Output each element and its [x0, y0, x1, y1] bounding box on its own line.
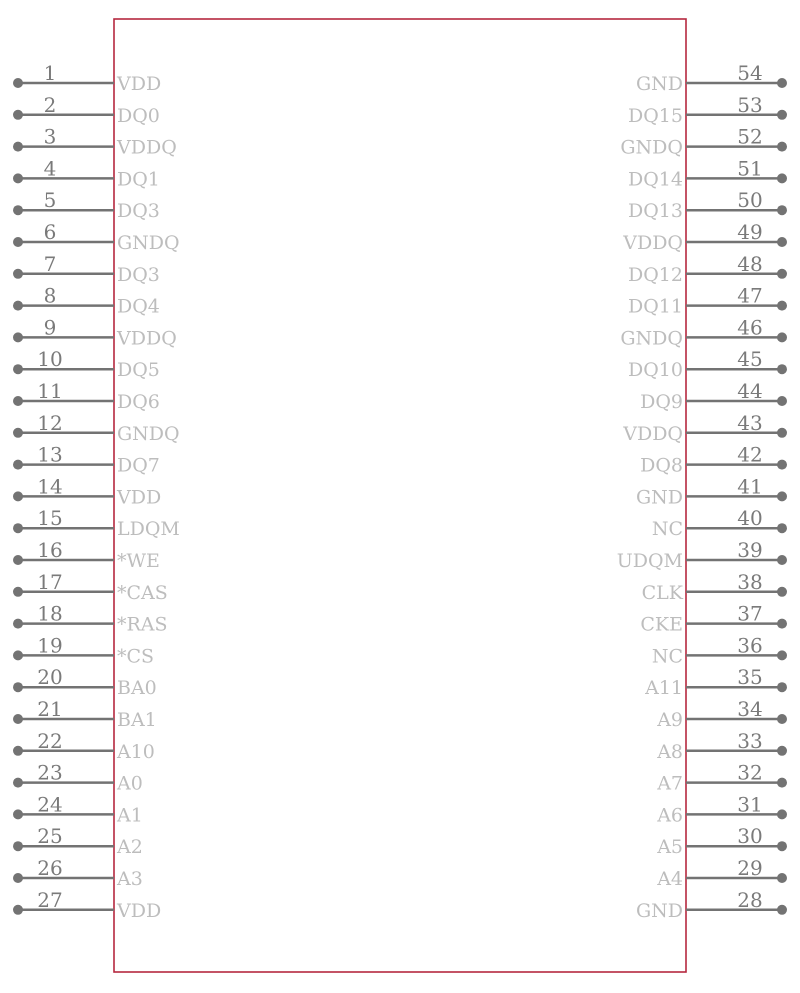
pin-end-dot — [777, 650, 787, 660]
pin-number-label: 13 — [37, 442, 63, 467]
pin-end-dot — [13, 714, 23, 724]
pin-36 — [652, 633, 787, 667]
pin-end-dot — [13, 237, 23, 247]
pin-39 — [617, 538, 787, 572]
pin-end-dot — [777, 364, 787, 374]
pin-end-dot — [13, 809, 23, 819]
pin-21 — [13, 697, 157, 731]
pin-number-label: 36 — [737, 633, 763, 658]
pin-name-label: BA1 — [117, 709, 157, 731]
pin-name-label: GNDQ — [117, 422, 180, 445]
pin-number-label: 20 — [37, 665, 63, 690]
pin-name-label: DQ9 — [640, 391, 683, 413]
pin-name-label: VDD — [117, 899, 162, 922]
pin-23 — [13, 761, 143, 795]
pin-number-label: 30 — [737, 824, 763, 849]
pin-number-label: 18 — [37, 601, 63, 626]
pin-name-label: NC — [651, 645, 683, 668]
pin-6 — [13, 220, 180, 254]
pin-end-dot — [777, 809, 787, 819]
pin-number-label: 33 — [737, 728, 763, 753]
pin-number-label: 52 — [737, 124, 763, 149]
pin-28 — [636, 888, 787, 922]
pin-end-dot — [13, 142, 23, 152]
pin-name-label: CKE — [640, 613, 683, 636]
pin-number-label: 11 — [37, 379, 63, 403]
pin-end-dot — [13, 173, 23, 183]
pin-name-label: VDDQ — [623, 232, 683, 254]
pin-name-label: UDQM — [616, 550, 683, 572]
pin-name-label: DQ3 — [117, 200, 160, 223]
pin-end-dot — [13, 682, 23, 692]
pin-number-label: 54 — [737, 61, 763, 85]
pin-name-label: DQ14 — [628, 168, 683, 191]
pin-end-dot — [777, 905, 787, 915]
pin-end-dot — [13, 269, 23, 279]
pin-end-dot — [777, 269, 787, 279]
pin-name-label: GNDQ — [620, 136, 683, 159]
pin-10 — [13, 347, 160, 381]
pin-19 — [13, 633, 154, 667]
pin-name-label: LDQM — [117, 518, 180, 541]
pin-24 — [13, 792, 143, 826]
pin-number-label: 44 — [737, 379, 763, 403]
pin-name-label: VDD — [117, 73, 162, 95]
pin-34 — [656, 697, 787, 731]
pin-number-label: 42 — [737, 442, 763, 467]
pin-number-label: 21 — [37, 697, 63, 721]
pin-8 — [13, 284, 160, 318]
pin-number-label: 50 — [737, 188, 763, 213]
pin-number-label: 32 — [737, 760, 763, 785]
pin-end-dot — [13, 841, 23, 851]
pin-50 — [628, 188, 787, 222]
pin-52 — [620, 125, 787, 159]
pin-number-label: 43 — [737, 410, 763, 435]
pin-27 — [13, 888, 161, 922]
pin-name-label: A11 — [645, 677, 683, 700]
pin-name-label: GND — [635, 73, 683, 95]
pin-name-label: DQ4 — [117, 295, 160, 318]
pin-end-dot — [13, 523, 23, 533]
pin-end-dot — [13, 205, 23, 215]
pin-number-label: 40 — [737, 506, 763, 531]
pin-number-label: 45 — [737, 347, 763, 372]
pin-number-label: 39 — [737, 538, 763, 562]
pin-name-label: NC — [651, 518, 683, 541]
pin-20 — [13, 665, 157, 699]
pin-32 — [656, 761, 787, 795]
pin-end-dot — [777, 78, 787, 88]
pin-12 — [13, 411, 180, 445]
pin-name-label: A4 — [657, 868, 683, 890]
pin-end-dot — [777, 523, 787, 533]
pin-end-dot — [777, 237, 787, 247]
pin-number-label: 3 — [43, 124, 57, 149]
pin-number-label: 4 — [43, 156, 57, 181]
pin-5 — [13, 188, 160, 222]
pin-end-dot — [777, 110, 787, 120]
pin-name-label: A10 — [117, 740, 155, 763]
pin-40 — [652, 506, 787, 540]
pin-number-label: 22 — [37, 728, 63, 753]
pin-15 — [13, 506, 180, 540]
pin-end-dot — [13, 491, 23, 501]
pin-end-dot — [13, 778, 23, 788]
pin-end-dot — [13, 396, 23, 406]
pin-46 — [620, 315, 787, 349]
pin-number-label: 23 — [37, 760, 63, 785]
pin-end-dot — [777, 491, 787, 501]
pin-31 — [656, 792, 787, 826]
pin-number-label: 34 — [737, 697, 763, 721]
pin-name-label: DQ1 — [117, 168, 160, 191]
pin-name-label: A3 — [117, 868, 143, 890]
pin-38 — [642, 570, 787, 604]
pin-name-label: DQ8 — [640, 454, 683, 477]
pin-41 — [636, 474, 787, 508]
pin-end-dot — [777, 682, 787, 692]
pin-44 — [640, 379, 787, 413]
pin-end-dot — [13, 460, 23, 470]
pin-name-label: DQ11 — [628, 295, 683, 318]
pin-number-label: 46 — [737, 315, 763, 340]
pin-name-label: DQ10 — [628, 359, 683, 382]
pin-42 — [640, 443, 787, 477]
pin-number-label: 27 — [37, 887, 63, 912]
pin-number-label: 12 — [37, 410, 63, 435]
pin-number-label: 19 — [37, 633, 63, 658]
pin-end-dot — [13, 555, 23, 565]
pin-26 — [13, 856, 143, 890]
pin-name-label: VDDQ — [117, 136, 177, 159]
pin-name-label: A2 — [117, 836, 143, 859]
pin-end-dot — [777, 301, 787, 311]
pin-name-label: A1 — [117, 804, 143, 827]
pin-end-dot — [777, 714, 787, 724]
pin-name-label: VDDQ — [623, 422, 683, 445]
pin-name-label: GNDQ — [117, 232, 180, 254]
pin-number-label: 25 — [37, 824, 63, 849]
pin-end-dot — [13, 619, 23, 629]
pin-4 — [13, 156, 160, 190]
ic-body-outline — [114, 19, 686, 972]
pin-7 — [13, 252, 160, 286]
pin-end-dot — [13, 587, 23, 597]
pin-end-dot — [13, 332, 23, 342]
pin-22 — [13, 729, 155, 763]
pin-37 — [640, 602, 787, 636]
pin-end-dot — [777, 873, 787, 883]
pin-end-dot — [777, 428, 787, 438]
pin-name-label: DQ5 — [117, 359, 160, 382]
pin-name-label: GND — [635, 486, 683, 509]
pin-9 — [13, 315, 177, 349]
pin-end-dot — [13, 905, 23, 915]
pin-name-label: DQ12 — [628, 263, 683, 286]
pin-number-label: 29 — [737, 856, 763, 880]
pin-54 — [636, 61, 787, 95]
pin-end-dot — [777, 619, 787, 629]
pin-48 — [628, 252, 787, 286]
pin-end-dot — [777, 142, 787, 152]
pin-end-dot — [13, 873, 23, 883]
pin-18 — [13, 602, 168, 636]
pin-name-label: *RAS — [117, 613, 168, 636]
pin-29 — [656, 856, 787, 890]
pin-name-label: GNDQ — [620, 327, 683, 350]
pin-end-dot — [13, 78, 23, 88]
pin-end-dot — [13, 301, 23, 311]
pin-name-label: GND — [635, 899, 683, 922]
pin-end-dot — [13, 650, 23, 660]
pin-16 — [13, 538, 160, 572]
left-pin-group — [13, 61, 180, 922]
pin-11 — [13, 379, 160, 413]
pin-end-dot — [13, 110, 23, 120]
pin-number-label: 16 — [37, 538, 63, 562]
pin-number-label: 37 — [737, 601, 763, 626]
pin-45 — [628, 347, 787, 381]
pin-end-dot — [777, 746, 787, 756]
pin-name-label: DQ0 — [117, 104, 160, 127]
pin-end-dot — [777, 396, 787, 406]
pin-number-label: 15 — [37, 506, 63, 531]
pin-name-label: *WE — [117, 550, 160, 572]
pin-end-dot — [13, 364, 23, 374]
pin-number-label: 1 — [43, 61, 57, 85]
pin-name-label: *CAS — [117, 581, 168, 604]
pin-name-label: DQ13 — [628, 200, 683, 223]
pin-number-label: 38 — [737, 569, 763, 594]
pin-number-label: 14 — [37, 474, 63, 499]
pin-number-label: 26 — [37, 856, 63, 880]
pin-name-label: A6 — [657, 804, 683, 827]
pin-13 — [13, 443, 160, 477]
pin-number-label: 10 — [37, 347, 63, 372]
pin-name-label: A0 — [117, 772, 143, 795]
pin-name-label: DQ6 — [117, 391, 160, 413]
pin-number-label: 7 — [43, 251, 57, 276]
pin-number-label: 2 — [43, 92, 57, 117]
pin-end-dot — [777, 555, 787, 565]
pin-2 — [13, 93, 160, 127]
pin-end-dot — [777, 841, 787, 851]
pin-end-dot — [777, 587, 787, 597]
pin-name-label: A8 — [657, 740, 683, 763]
pin-3 — [13, 125, 177, 159]
pin-number-label: 41 — [737, 474, 763, 499]
pin-name-label: VDD — [117, 486, 162, 509]
pin-name-label: DQ7 — [117, 454, 160, 477]
pin-53 — [628, 93, 787, 127]
pin-name-label: DQ15 — [628, 104, 683, 127]
pin-end-dot — [777, 173, 787, 183]
pin-number-label: 8 — [43, 283, 57, 308]
pin-number-label: 31 — [737, 792, 763, 817]
pin-number-label: 51 — [737, 156, 763, 181]
pin-number-label: 49 — [737, 220, 763, 244]
pin-name-label: VDDQ — [117, 327, 177, 350]
pin-name-label: A9 — [657, 709, 683, 731]
pin-14 — [13, 474, 161, 508]
pin-47 — [628, 284, 787, 318]
pin-number-label: 9 — [43, 315, 57, 340]
pin-35 — [644, 665, 787, 699]
pin-name-label: *CS — [117, 645, 155, 668]
pin-number-label: 5 — [43, 188, 57, 213]
pin-number-label: 53 — [737, 92, 763, 117]
pin-1 — [13, 61, 161, 95]
pin-number-label: 17 — [37, 569, 63, 594]
pin-number-label: 28 — [737, 887, 763, 912]
pin-end-dot — [777, 460, 787, 470]
pin-end-dot — [777, 332, 787, 342]
pin-30 — [656, 824, 787, 858]
pin-33 — [656, 729, 787, 763]
pin-name-label: DQ3 — [117, 263, 160, 286]
pin-number-label: 6 — [43, 220, 57, 244]
pin-51 — [628, 156, 787, 190]
pin-49 — [622, 220, 787, 254]
pin-name-label: BA0 — [117, 677, 157, 700]
pin-name-label: A7 — [657, 772, 683, 795]
pin-name-label: A5 — [657, 836, 683, 859]
pin-43 — [622, 411, 787, 445]
pin-end-dot — [13, 428, 23, 438]
pin-end-dot — [13, 746, 23, 756]
pin-number-label: 35 — [737, 665, 763, 690]
pin-number-label: 47 — [737, 283, 763, 308]
pin-end-dot — [777, 778, 787, 788]
pin-number-label: 24 — [37, 792, 63, 817]
right-pin-group — [617, 61, 787, 922]
pin-end-dot — [777, 205, 787, 215]
pin-17 — [13, 570, 168, 604]
pin-name-label: CLK — [641, 581, 683, 604]
pin-number-label: 48 — [737, 251, 763, 276]
pin-25 — [13, 824, 143, 858]
